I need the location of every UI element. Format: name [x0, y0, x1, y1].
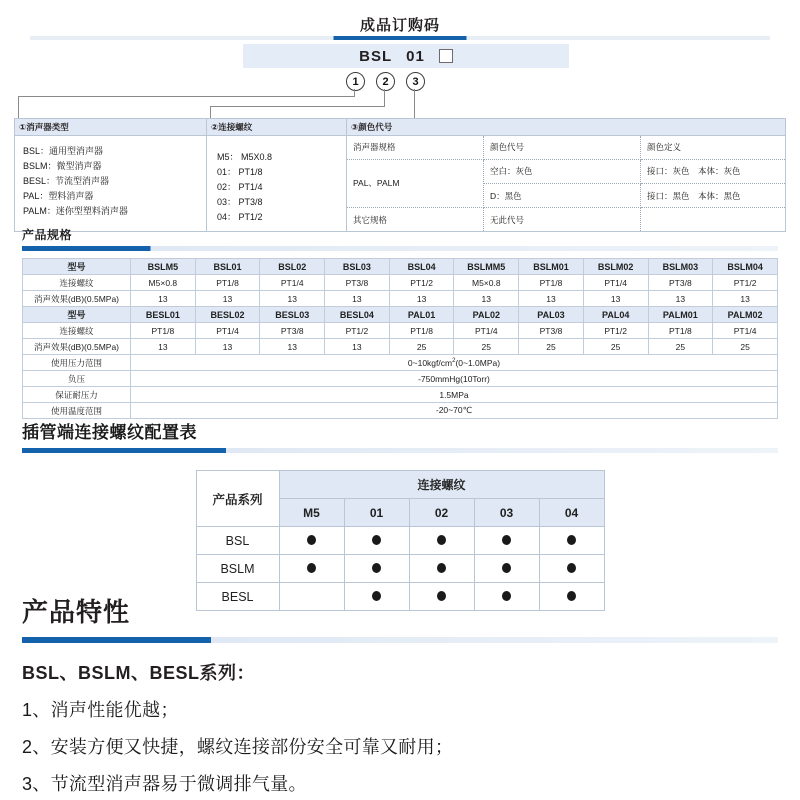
color-row-spec: 其它规格: [347, 208, 484, 231]
filled-dot-icon: [437, 563, 446, 573]
filled-dot-icon: [437, 535, 446, 545]
feature-item: 1、消声性能优越；: [22, 700, 179, 720]
feature-item: 2、安装方便又快捷，螺纹连接部份安全可靠又耐用；: [22, 737, 454, 757]
legend-body-row: [15, 136, 785, 231]
color-row-spec: PAL、PALM: [347, 159, 484, 207]
features-section: [22, 592, 778, 796]
product-spec-title: 产品规格: [22, 228, 73, 242]
spec-merged-row: [23, 387, 778, 403]
spec-cell: 13: [131, 291, 196, 307]
filled-dot-icon: [307, 535, 316, 545]
spec-cell: 25: [389, 339, 454, 355]
code-part-thread: 01: [406, 47, 425, 65]
legend-col-silencer-types: [15, 136, 207, 231]
legend-header-thread: ②连接螺纹: [207, 119, 347, 135]
thread-code-item: 03： PT3/8: [217, 197, 263, 207]
legend-col-color-codes: [347, 136, 785, 231]
spec-row-label: 使用温度范围: [23, 403, 131, 419]
spec-cell: 13: [454, 291, 519, 307]
thread-code-item: 04： PT1/2: [217, 212, 263, 222]
leader-line-1-down: [18, 96, 19, 118]
thread-series-name: BESL: [196, 583, 279, 611]
color-row-code: 空白：灰色: [484, 159, 641, 183]
spec-cell: BSLM04: [713, 259, 778, 275]
features-accent-bar: [22, 637, 778, 643]
spec-merged-value: 1.5MPa: [131, 387, 778, 403]
spec-row-label: 连接螺纹: [23, 323, 131, 339]
thread-availability-cell: [279, 555, 344, 583]
leader-line-3-vertical: [414, 89, 415, 118]
spec-cell: 13: [583, 291, 648, 307]
thread-config-accent-bar: [22, 448, 778, 453]
spec-cell: PT1/4: [713, 323, 778, 339]
ordering-code-legend-table: [14, 118, 786, 232]
spec-cell: PT1/4: [260, 275, 325, 291]
spec-cell: BSLM5: [131, 259, 196, 275]
spec-row-label: 消声效果(dB)(0.5MPa): [23, 291, 131, 307]
thread-code-item: 01： PT1/8: [217, 167, 263, 177]
table-row: [196, 527, 604, 555]
spec-cell: PT3/8: [519, 323, 584, 339]
spec-merged-value: $0\sim 10kgf/cm^2(0\sim 1.0MPa)$: [131, 355, 778, 371]
features-title: 产品特性: [22, 597, 131, 627]
spec-cell: PT1/8: [195, 275, 260, 291]
silencer-type-item: PAL：塑料消声器: [23, 191, 94, 201]
spec-cell: 25: [713, 339, 778, 355]
spec-merged-value: -20~70℃: [131, 403, 778, 419]
silencer-type-item: BESL：节流型消声器: [23, 176, 110, 186]
thread-column-header: 04: [539, 499, 604, 527]
spec-cell: BSL03: [325, 259, 390, 275]
thread-code-item: 02： PT1/4: [217, 182, 263, 192]
features-subtitle: BSL、BSLM、BESL系列：: [22, 663, 255, 683]
spec-row-label: 型号: [23, 307, 131, 323]
spec-cell: 13: [648, 291, 713, 307]
spec-cell: PT1/8: [131, 323, 196, 339]
callout-2: 2: [376, 72, 395, 91]
filled-dot-icon: [502, 535, 511, 545]
spec-cell: PAL04: [583, 307, 648, 323]
spec-cell: PT1/8: [648, 323, 713, 339]
color-table-header-spec: 消声器规格: [347, 136, 484, 159]
empty-square-icon: [439, 49, 453, 63]
spec-cell: 25: [519, 339, 584, 355]
spec-cell: PT1/2: [389, 275, 454, 291]
spec-row-label: 负压: [23, 371, 131, 387]
spec-cell: PT3/8: [260, 323, 325, 339]
spec-cell: PT1/4: [195, 323, 260, 339]
spec-merged-value: -750mmHg(10Torr): [131, 371, 778, 387]
thread-header-group-row: [196, 471, 604, 499]
legend-header-row: [15, 119, 785, 136]
spec-cell: BSLM03: [648, 259, 713, 275]
spec-cell: PT1/4: [583, 275, 648, 291]
product-spec-table: [22, 258, 778, 419]
thread-group-header: 连接螺纹: [279, 471, 604, 499]
spec-cell: PALM02: [713, 307, 778, 323]
ordering-code-string: [243, 44, 569, 68]
spec-cell: 13: [713, 291, 778, 307]
spec-merged-row: [23, 355, 778, 371]
spec-cell: 13: [325, 291, 390, 307]
spec-cell: PT1/2: [325, 323, 390, 339]
spec-model-row: [23, 259, 778, 275]
thread-series-name: BSL: [196, 527, 279, 555]
spec-cell: 25: [454, 339, 519, 355]
legend-header-color: ③颜色代号: [351, 122, 393, 132]
spec-cell: 13: [325, 339, 390, 355]
spec-cell: PT3/8: [648, 275, 713, 291]
callout-3: 3: [406, 72, 425, 91]
spec-model-row: [23, 307, 778, 323]
color-table-row: [347, 159, 785, 183]
leader-line-2-down: [210, 106, 211, 118]
spec-cell: 13: [260, 291, 325, 307]
silencer-type-item: PALM：迷你型塑料消声器: [23, 206, 128, 216]
color-row-code: D：黑色: [484, 183, 641, 207]
leader-line-1-horizontal: [18, 96, 355, 97]
color-table-header-define: 颜色定义: [641, 136, 786, 159]
thread-config-section: [22, 418, 778, 611]
spec-row-label: 保证耐压力: [23, 387, 131, 403]
thread-column-header: 02: [409, 499, 474, 527]
silencer-type-item: BSLM：微型消声器: [23, 161, 102, 171]
thread-availability-cell: [409, 555, 474, 583]
thread-column-header: 01: [344, 499, 409, 527]
spec-cell: PT1/2: [583, 323, 648, 339]
filled-dot-icon: [502, 563, 511, 573]
spec-cell: PALM01: [648, 307, 713, 323]
spec-merged-row: [23, 371, 778, 387]
spec-cell: PAL02: [454, 307, 519, 323]
thread-config-title: 插管端连接螺纹配置表: [22, 423, 197, 442]
spec-cell: 13: [195, 339, 260, 355]
code-part-series: BSL: [359, 47, 393, 65]
spec-cell: PT3/8: [325, 275, 390, 291]
spec-cell: PAL01: [389, 307, 454, 323]
spec-cell: BSLM02: [583, 259, 648, 275]
thread-availability-cell: [344, 527, 409, 555]
color-code-table: [347, 136, 785, 231]
spec-cell: BESL01: [131, 307, 196, 323]
color-row-define: 接口：灰色 本体：灰色: [641, 159, 786, 183]
spec-cell: 13: [389, 291, 454, 307]
spec-noise-row: [23, 291, 778, 307]
spec-row-label: 连接螺纹: [23, 275, 131, 291]
ordering-code-title: 成品订购码: [359, 17, 440, 34]
legend-col-thread-codes: [207, 136, 347, 231]
feature-item: 3、节流型消声器易于微调排气量。: [22, 774, 307, 794]
spec-row-label: 使用压力范围: [23, 355, 131, 371]
thread-availability-cell: [409, 527, 474, 555]
spec-row-label: 型号: [23, 259, 131, 275]
color-row-define: 接口：黑色 本体：黑色: [641, 183, 786, 207]
spec-thread-row: [23, 323, 778, 339]
callout-1: 1: [346, 72, 365, 91]
color-table-header-code: 颜色代号: [484, 136, 641, 159]
ordering-code-accent-bar: [30, 36, 770, 40]
spec-cell: M5×0.8: [131, 275, 196, 291]
spec-cell: BESL04: [325, 307, 390, 323]
thread-availability-cell: [474, 527, 539, 555]
spec-cell: BESL02: [195, 307, 260, 323]
spec-cell: M5×0.8: [454, 275, 519, 291]
spec-cell: PT1/8: [519, 275, 584, 291]
color-table-header-row: [347, 136, 785, 159]
thread-series-name: BSLM: [196, 555, 279, 583]
filled-dot-icon: [372, 563, 381, 573]
thread-series-header: 产品系列: [196, 471, 279, 527]
spec-cell: BSL01: [195, 259, 260, 275]
thread-code-item: M5： M5X0.8: [217, 152, 273, 162]
spec-cell: 13: [519, 291, 584, 307]
filled-dot-icon: [567, 563, 576, 573]
spec-cell: 13: [260, 339, 325, 355]
spec-cell: PT1/2: [713, 275, 778, 291]
filled-dot-icon: [372, 535, 381, 545]
leader-line-2-stem: [384, 89, 385, 106]
table-row: [196, 555, 604, 583]
color-row-code: 无此代号: [484, 208, 641, 231]
filled-dot-icon: [307, 563, 316, 573]
thread-config-table: [196, 470, 605, 611]
spec-cell: PT1/4: [454, 323, 519, 339]
thread-column-header: 03: [474, 499, 539, 527]
spec-cell: BSL02: [260, 259, 325, 275]
leader-line-2-horizontal: [210, 106, 385, 107]
product-spec-accent-bar: [22, 246, 778, 251]
spec-cell: 13: [131, 339, 196, 355]
thread-availability-cell: [539, 527, 604, 555]
thread-availability-cell: [344, 555, 409, 583]
spec-cell: 25: [583, 339, 648, 355]
silencer-type-item: BSL：通用型消声器: [23, 146, 104, 156]
thread-column-header: M5: [279, 499, 344, 527]
legend-header-type: ①消声器类型: [15, 119, 207, 135]
thread-availability-cell: [474, 555, 539, 583]
spec-row-label: 消声效果(dB)(0.5MPa): [23, 339, 131, 355]
spec-thread-row: [23, 275, 778, 291]
spec-cell: BSLM01: [519, 259, 584, 275]
spec-merged-row: [23, 403, 778, 419]
spec-cell: BESL03: [260, 307, 325, 323]
thread-availability-cell: [279, 527, 344, 555]
spec-cell: PAL03: [519, 307, 584, 323]
spec-cell: 25: [648, 339, 713, 355]
spec-cell: PT1/8: [389, 323, 454, 339]
product-spec-section: [22, 226, 778, 419]
spec-cell: 13: [195, 291, 260, 307]
thread-availability-cell: [539, 555, 604, 583]
spec-noise-row: [23, 339, 778, 355]
spec-cell: BSLMM5: [454, 259, 519, 275]
filled-dot-icon: [567, 535, 576, 545]
spec-cell: BSL04: [389, 259, 454, 275]
